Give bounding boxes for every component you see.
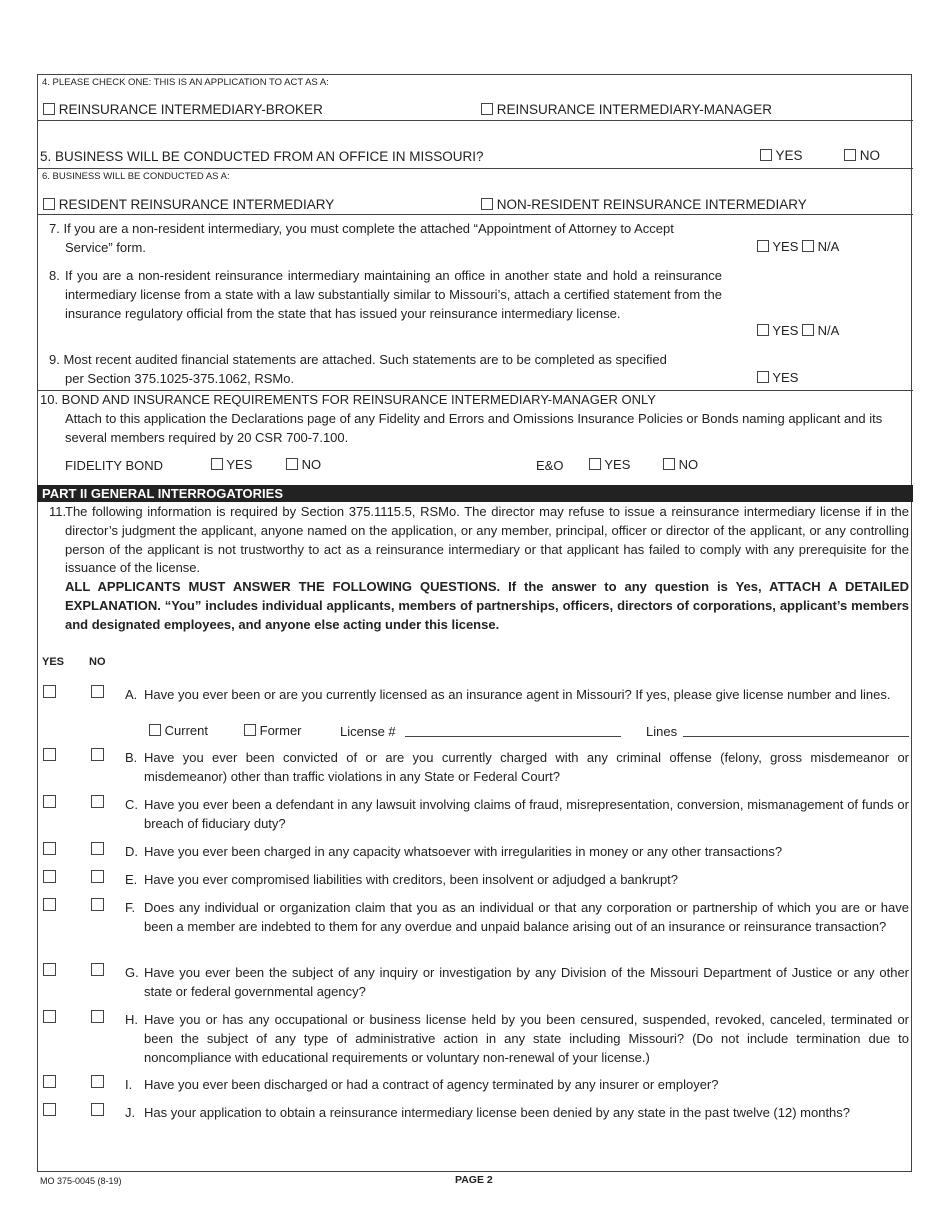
lines-field[interactable]	[683, 736, 909, 737]
option-label: YES	[604, 457, 631, 472]
option-label: YES	[775, 148, 803, 163]
eo-label: E&O	[536, 458, 564, 473]
option-label: YES	[772, 239, 799, 254]
option-label: N/A	[817, 239, 840, 254]
license-number-label: License #	[340, 724, 396, 739]
no-checkbox[interactable]	[91, 842, 104, 855]
question-label: F.	[125, 900, 136, 915]
question-text: Have you or has any occupational or business license held by you been censured, suspended, revoked, canceled, terminated or been the subject of any type of administrative action in any state including Missouri? (Do not include termination due to noncompliance with educational requirements or voluntary non-renewal of your license.)	[144, 1012, 909, 1065]
question-label: I.	[125, 1077, 133, 1092]
q9-line1: 9. Most recent audited financial statements are attached. Such statements are to be completed as specified	[49, 352, 667, 367]
q11-number: 11.	[49, 504, 67, 519]
option-label: REINSURANCE INTERMEDIARY-MANAGER	[496, 102, 773, 117]
fidelity-yes[interactable]	[211, 456, 252, 475]
q7-line2: Service” form.	[65, 240, 146, 255]
yes-checkbox[interactable]	[43, 748, 56, 761]
option-label: NO	[301, 457, 322, 472]
divider	[37, 168, 913, 169]
form-number: MO 375-0045 (8-19)	[40, 1176, 122, 1186]
q5-no[interactable]	[844, 148, 880, 163]
question-item	[125, 964, 909, 1002]
q4-title: 4. PLEASE CHECK ONE: THIS IS AN APPLICATION TO ACT AS A:	[42, 77, 329, 88]
question-label: D.	[125, 844, 138, 859]
question-text: Have you ever been a defendant in any lawsuit involving claims of fraud, misrepresentation, conversion, mismanagement of funds or breach of fiduciary duty?	[144, 797, 909, 831]
option-label: NO	[678, 457, 699, 472]
checkbox[interactable]	[481, 103, 493, 115]
q5-text: 5. BUSINESS WILL BE CONDUCTED FROM AN OFFICE IN MISSOURI?	[40, 149, 484, 164]
q9-line2: per Section 375.1025-375.1062, RSMo.	[65, 371, 295, 386]
yes-column-header: YES	[42, 656, 65, 668]
q11-instructions: ALL APPLICANTS MUST ANSWER THE FOLLOWING QUESTIONS. If the answer to any question is Yes, ATTACH A DETAILED EXPLANATION. “You” includes individual applicants, members of partnerships, officers, directors of corporations, applicant’s members and designated employees, and anyone else acting under this license.	[65, 579, 909, 632]
no-checkbox[interactable]	[91, 898, 104, 911]
q7-answers	[757, 238, 839, 257]
option-label: Current	[164, 723, 208, 738]
yes-checkbox[interactable]	[43, 842, 56, 855]
yes-checkbox[interactable]	[43, 1103, 56, 1116]
yes-checkbox[interactable]	[43, 870, 56, 883]
question-label: B.	[125, 750, 138, 765]
checkbox[interactable]	[663, 458, 675, 470]
q7-line1: 7. If you are a non-resident intermediary, you must complete the attached “Appointment of Attorney to Accept	[49, 221, 674, 236]
checkbox[interactable]	[844, 149, 856, 161]
page-number: PAGE 2	[455, 1174, 493, 1186]
no-checkbox[interactable]	[91, 748, 104, 761]
yes-checkbox[interactable]	[43, 963, 56, 976]
no-checkbox[interactable]	[91, 1103, 104, 1116]
option-label: REINSURANCE INTERMEDIARY-BROKER	[58, 102, 323, 117]
question-label: A.	[125, 687, 138, 702]
question-item	[125, 1011, 909, 1067]
checkbox[interactable]	[757, 240, 769, 252]
license-number-field[interactable]	[405, 736, 621, 737]
divider	[37, 214, 913, 215]
question-text: Have you ever been convicted of or are you currently charged with any criminal offense (felony, gross misdemeanor or misdemeanor) other than traffic violations in any State or Federal Court?	[144, 750, 909, 784]
yes-checkbox[interactable]	[43, 1010, 56, 1023]
option-label: N/A	[817, 323, 840, 338]
q9-answers	[757, 369, 798, 388]
fidelity-bond-label: FIDELITY BOND	[65, 458, 164, 473]
option-label: Former	[259, 723, 302, 738]
qa-no-checkbox[interactable]	[91, 685, 104, 698]
checkbox[interactable]	[757, 371, 769, 383]
question-item	[125, 871, 909, 890]
no-checkbox[interactable]	[91, 1010, 104, 1023]
question-label: J.	[125, 1105, 136, 1120]
no-checkbox[interactable]	[91, 795, 104, 808]
checkbox[interactable]	[481, 198, 493, 210]
q8-answers	[757, 322, 839, 341]
q8-number: 8.	[49, 268, 60, 283]
q6-option-resident[interactable]	[43, 197, 334, 212]
checkbox[interactable]	[589, 458, 601, 470]
no-checkbox[interactable]	[91, 870, 104, 883]
qa-yes-checkbox[interactable]	[43, 685, 56, 698]
no-checkbox[interactable]	[91, 1075, 104, 1088]
option-label: YES	[772, 323, 799, 338]
question-item	[125, 843, 909, 862]
checkbox[interactable]	[211, 458, 223, 470]
question-text: Have you ever compromised liabilities with creditors, been insolvent or adjudged a bankrupt?	[144, 872, 679, 887]
question-item	[125, 899, 909, 937]
question-label: H.	[125, 1012, 138, 1027]
q6-title: 6. BUSINESS WILL BE CONDUCTED AS A:	[42, 171, 230, 182]
checkbox[interactable]	[757, 324, 769, 336]
option-label: NON-RESIDENT REINSURANCE INTERMEDIARY	[496, 197, 807, 212]
yes-checkbox[interactable]	[43, 795, 56, 808]
option-label: YES	[772, 370, 799, 385]
q4-option-manager[interactable]	[481, 102, 772, 117]
checkbox[interactable]	[802, 240, 814, 252]
checkbox[interactable]	[760, 149, 772, 161]
q10-title: 10. BOND AND INSURANCE REQUIREMENTS FOR REINSURANCE INTERMEDIARY-MANAGER ONLY	[40, 392, 656, 407]
q5-yes[interactable]	[760, 148, 803, 163]
question-text: Have you ever been or are you currently licensed as an insurance agent in Missouri? If yes, please give license number and lines.	[144, 687, 891, 702]
checkbox[interactable]	[43, 198, 55, 210]
q10-text: Attach to this application the Declarations page of any Fidelity and Errors and Omissions Insurance Policies or Bonds naming applicant and its several members required by 20 CSR 700-7.100.	[65, 411, 883, 445]
checkbox[interactable]	[286, 458, 298, 470]
option-label: NO	[859, 148, 881, 163]
question-text: Have you ever been discharged or had a contract of agency terminated by any insurer or employer?	[144, 1077, 719, 1092]
eo-yes[interactable]	[589, 456, 630, 475]
question-text: Has your application to obtain a reinsurance intermediary license been denied by any state in the past twelve (12) months?	[144, 1105, 851, 1120]
q4-option-broker[interactable]	[43, 102, 323, 117]
checkbox[interactable]	[802, 324, 814, 336]
no-column-header: NO	[89, 656, 106, 668]
question-text: Does any individual or organization claim that you as an individual or that any corporation or partnership of which you are or have been a member are indebted to them for any overdue and unpaid balance arising out of an insurance or reinsurance transaction?	[144, 900, 909, 934]
question-item	[125, 749, 909, 787]
yes-checkbox[interactable]	[43, 1075, 56, 1088]
option-label: YES	[226, 457, 253, 472]
question-label: C.	[125, 797, 138, 812]
yes-checkbox[interactable]	[43, 898, 56, 911]
question-label: E.	[125, 872, 138, 887]
question-item	[125, 796, 909, 834]
lines-label: Lines	[646, 724, 678, 739]
question-text: Have you ever been the subject of any inquiry or investigation by any Division of the Missouri Department of Justice or any other state or federal governmental agency?	[144, 965, 909, 999]
qa-former[interactable]	[244, 722, 302, 741]
fidelity-no[interactable]	[286, 456, 321, 475]
q11-text: The following information is required by Section 375.1115.5, RSMo. The director may refuse to issue a reinsurance intermediary license if in the director’s judgment the applicant, anyone named on the application, or any member, principal, officer or director of the applicant, or any controlling person of the applicant is not trustworthy to act as a reinsurance intermediary or that applicant has failed to comply with any prerequisite for the issuance of the license.	[65, 504, 909, 576]
checkbox[interactable]	[244, 724, 256, 736]
question-label: G.	[125, 965, 139, 980]
q6-option-nonresident[interactable]	[481, 197, 807, 212]
q8-text: If you are a non-resident reinsurance intermediary maintaining an office in another state and hold a reinsurance intermediary license from a state with a law substantially similar to Missouri’s, attach a certified statement from the insurance regulatory official from the state that has issued your reinsurance intermediary license.	[65, 268, 722, 321]
eo-no[interactable]	[663, 456, 698, 475]
part2-header: PART II GENERAL INTERROGATORIES	[37, 485, 913, 502]
question-item	[125, 1104, 909, 1123]
qa-current[interactable]	[149, 722, 208, 741]
no-checkbox[interactable]	[91, 963, 104, 976]
divider	[37, 120, 913, 121]
checkbox[interactable]	[149, 724, 161, 736]
option-label: RESIDENT REINSURANCE INTERMEDIARY	[58, 197, 335, 212]
question-item	[125, 1076, 909, 1095]
checkbox[interactable]	[43, 103, 55, 115]
question-a	[125, 686, 909, 705]
question-text: Have you ever been charged in any capacity whatsoever with irregularities in money or any other transactions?	[144, 844, 783, 859]
